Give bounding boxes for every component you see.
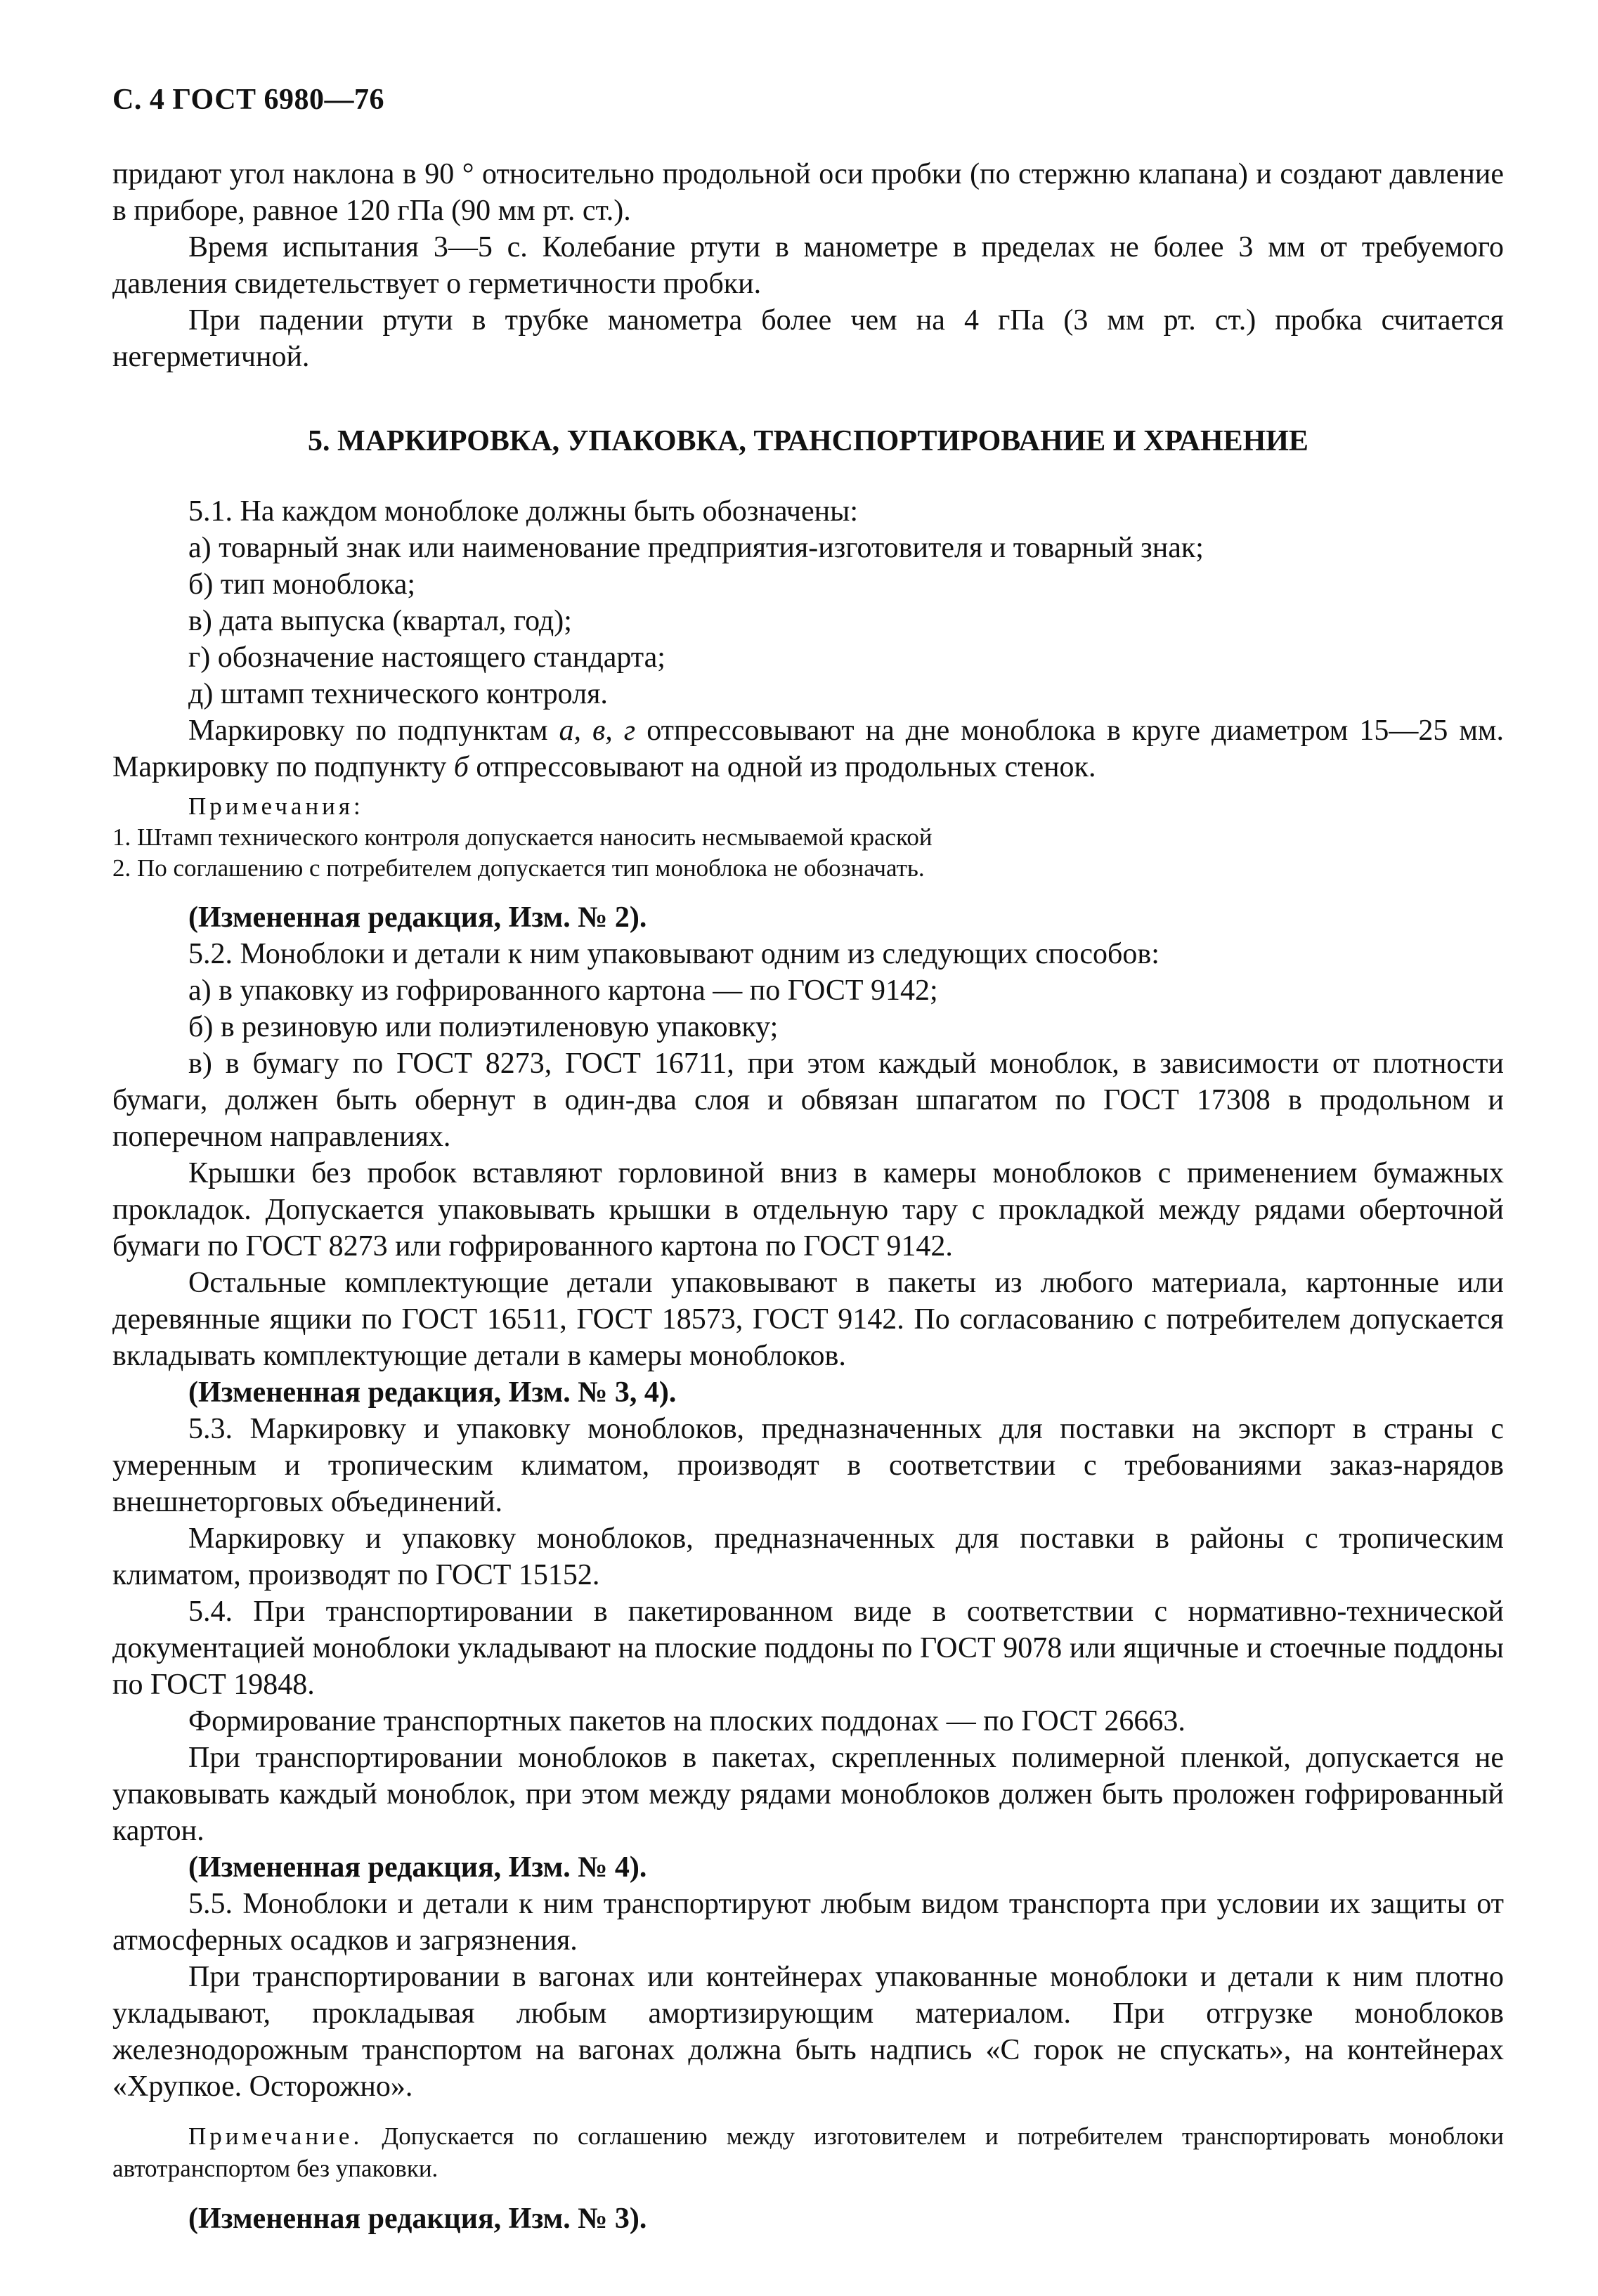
list-item: в) дата выпуска (квартал, год);: [188, 605, 572, 637]
clause-5-5: 5.5. Моноблоки и детали к ним транспортируют любым видом транспорта при условии их защиты от атмосферных осадков и загрязнения.: [112, 1888, 1504, 1957]
clause-5-4-c: При транспортировании моноблоков в пакетах, скрепленных полимерной пленкой, допускается не упаковывать каждый моноблок, при этом между рядами моноблоков должен быть проложен гофрированный картон.: [112, 1742, 1504, 1847]
clause-5-1: 5.1. На каждом моноблоке должны быть обозначены:: [188, 495, 858, 528]
marking-letter-b: б: [453, 751, 469, 783]
note-item: 1. Штамп технического контроля допускается наносить несмываемой краской: [112, 823, 933, 851]
notes-block: [112, 791, 1504, 884]
clause-5-3: 5.3. Маркировку и упаковку моноблоков, предназначенных для поставки на экспорт в страны с умеренным и тропическим климатом, производят в соответствии с требованиями заказ-нарядов внешнеторговых объединений.: [112, 1413, 1504, 1518]
document-body: [112, 156, 1504, 2237]
edit-note-2: (Измененная редакция, Изм. № 2).: [188, 901, 647, 934]
clause-5-4: 5.4. При транспортировании в пакетированном виде в соответствии с нормативно-технической документацией моноблоки укладывают на плоские поддоны по ГОСТ 9078 или ящичные и стоечные поддоны по ГОСТ 19848.: [112, 1596, 1504, 1701]
list-item: а) в упаковку из гофрированного картона — по ГОСТ 9142;: [188, 974, 938, 1007]
list-item: б) в резиновую или полиэтиленовую упаковку;: [188, 1011, 779, 1043]
list-item: д) штамп технического контроля.: [188, 678, 608, 710]
list-item: в) в бумагу по ГОСТ 8273, ГОСТ 16711, при этом каждый моноблок, в зависимости от плотности бумаги, должен быть обернут в один-два слоя и обвязан шпагатом по ГОСТ 17308 в продольном и поперечном направлениях.: [112, 1048, 1504, 1153]
marking-paragraph: [112, 712, 1504, 785]
intro-paragraph-1: придают угол наклона в 90 ° относительно продольной оси пробки (по стержню клапана) и создают давление в приборе, равное 120 гПа (90 мм рт. ст.).: [112, 158, 1504, 227]
single-note-title: Примечание.: [188, 2122, 363, 2150]
rest-parts-paragraph: Остальные комплектующие детали упаковывают в пакеты из любого материала, картонные или деревянные ящики по ГОСТ 16511, ГОСТ 18573, ГОСТ 9142. По согласованию с потребителем допускается вкладывать комплектующие детали в камеры моноблоков.: [112, 1267, 1504, 1372]
clause-5-4-b: Формирование транспортных пакетов на плоских поддонах — по ГОСТ 26663.: [188, 1705, 1185, 1737]
single-note-text: Допускается по соглашению между изготовителем и потребителем транспортировать моноблоки автотранспортом без упаковки.: [112, 2122, 1504, 2182]
marking-text-a: Маркировку по подпунктам: [188, 715, 559, 747]
edit-note-3: (Измененная редакция, Изм. № 3).: [188, 2203, 647, 2235]
intro-paragraph-2: Время испытания 3—5 с. Колебание ртути в манометре в пределах не более 3 мм от требуемого давления свидетельствует о герметичности пробки.: [112, 231, 1504, 300]
notes-title: Примечания:: [188, 792, 364, 820]
clause-5-2: 5.2. Моноблоки и детали к ним упаковывают одним из следующих способов:: [188, 938, 1159, 970]
page-header: С. 4 ГОСТ 6980—76: [112, 84, 385, 116]
list-item: а) товарный знак или наименование предприятия-изготовителя и товарный знак;: [188, 532, 1204, 564]
intro-paragraph-3: При падении ртути в трубке манометра более чем на 4 гПа (3 мм рт. ст.) пробка считается негерметичной.: [112, 304, 1504, 373]
marking-letters: а, в, г: [559, 715, 636, 747]
caps-paragraph: Крышки без пробок вставляют горловиной вниз в камеры моноблоков с применением бумажных прокладок. Допускается упаковывать крышки в отдельную тару с прокладкой между рядами оберточной бумаги по ГОСТ 8273 или гофрированного картона по ГОСТ 9142.: [112, 1157, 1504, 1263]
section-title: 5. МАРКИРОВКА, УПАКОВКА, ТРАНСПОРТИРОВАНИЕ И ХРАНЕНИЕ: [308, 425, 1308, 457]
note-item: 2. По соглашению с потребителем допускается тип моноблока не обозначать.: [112, 854, 925, 882]
marking-text-c: отпрессовывают на одной из продольных стенок.: [468, 751, 1096, 783]
list-item: г) обозначение настоящего стандарта;: [188, 641, 665, 674]
edit-note-34: (Измененная редакция, Изм. № 3, 4).: [188, 1376, 677, 1409]
clause-5-3-b: Маркировку и упаковку моноблоков, предназначенных для поставки в районы с тропическим климатом, производят по ГОСТ 15152.: [112, 1522, 1504, 1591]
marking-text-b: отпрессовывают на дне моноблока в круге диаметром 15—25 мм. Маркировку по подпункту: [112, 715, 1505, 783]
clause-5-5-b: При транспортировании в вагонах или контейнерах упакованные моноблоки и детали к ним плотно укладывают, прокладывая любым амортизирующим материалом. При отгрузке моноблоков железнодорожным транспортом на вагонах должна быть надпись «С горок не спускать», на контейнерах «Хрупкое. Осторожно».: [112, 1961, 1504, 2103]
single-note: [112, 2120, 1504, 2185]
edit-note-4: (Измененная редакция, Изм. № 4).: [188, 1851, 647, 1884]
list-item: б) тип моноблока;: [188, 568, 416, 601]
